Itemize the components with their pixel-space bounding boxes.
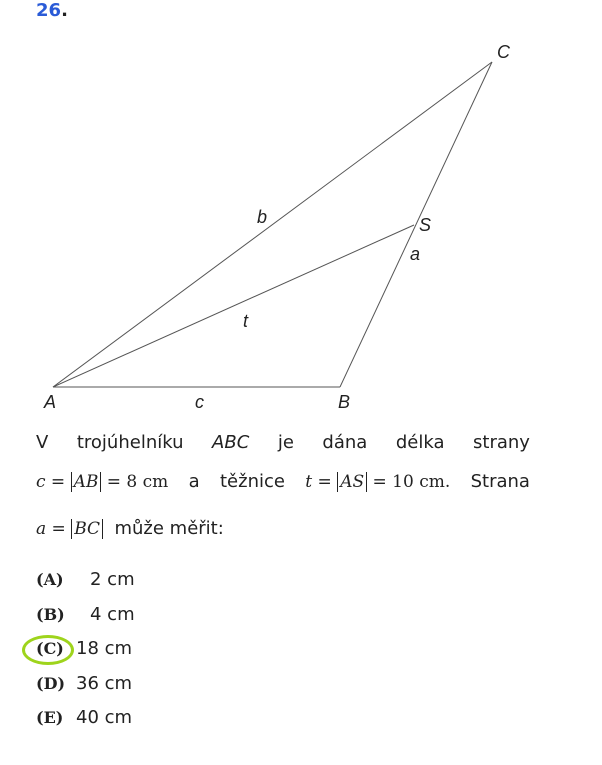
a-expression: a = BC: [36, 519, 103, 539]
option-value: 4 cm: [90, 604, 135, 625]
word: je: [277, 432, 294, 453]
median-t: [53, 225, 414, 387]
word: strany: [473, 432, 530, 453]
option-d[interactable]: [36, 673, 132, 697]
option-letter: (A): [36, 570, 64, 589]
vertex-label-b: B: [338, 392, 351, 412]
vertex-label-s: S: [419, 215, 432, 235]
c-var: c: [36, 472, 46, 492]
word: dána: [322, 432, 368, 453]
option-letter: (E): [36, 708, 64, 727]
line3-rest: může měřit:: [114, 518, 224, 539]
word-strana: Strana: [470, 471, 530, 492]
side-label-c: c: [195, 392, 204, 412]
option-e[interactable]: [36, 707, 132, 731]
option-value: 36 cm: [76, 673, 133, 694]
problem-line-2: [36, 470, 530, 494]
vertex-label-c: C: [497, 42, 510, 62]
option-value: 2 cm: [90, 569, 135, 590]
option-value: 18 cm: [76, 638, 133, 659]
word: délka: [395, 432, 445, 453]
problem-line-1: [36, 431, 530, 455]
option-letter: (D): [36, 674, 66, 693]
word: V: [36, 432, 49, 453]
side-label-t: t: [243, 311, 249, 331]
c-expression: c = AB = 8 cm: [36, 472, 169, 492]
t-abs: AS: [340, 472, 365, 492]
vertex-label-a: A: [44, 392, 57, 412]
side-label-a: a: [410, 244, 421, 264]
side-a: [340, 62, 492, 387]
a-abs: BC: [74, 519, 101, 539]
c-value: = 8 cm: [106, 472, 169, 492]
c-abs: AB: [73, 472, 99, 492]
t-expression: t = AS = 10 cm.: [305, 472, 451, 492]
option-value: 40 cm: [76, 707, 133, 728]
word-teznice: těžnice: [219, 471, 285, 492]
question-number-suffix: .: [61, 0, 68, 21]
question-number-value: 26: [36, 0, 62, 21]
option-b[interactable]: [36, 604, 135, 628]
word-abc: ABC: [212, 432, 250, 453]
option-letter: (C): [36, 639, 64, 658]
word-a: a: [188, 471, 200, 492]
word: trojúhelníku: [76, 432, 184, 453]
answer-circle-mark: [22, 635, 74, 665]
t-var: t: [305, 472, 313, 492]
a-var: a: [36, 519, 47, 539]
t-value: = 10 cm: [372, 472, 445, 492]
period: .: [444, 472, 451, 492]
option-a[interactable]: [36, 569, 135, 593]
side-label-b: b: [257, 207, 268, 227]
option-letter: (B): [36, 605, 65, 624]
problem-line-3: [36, 517, 224, 541]
